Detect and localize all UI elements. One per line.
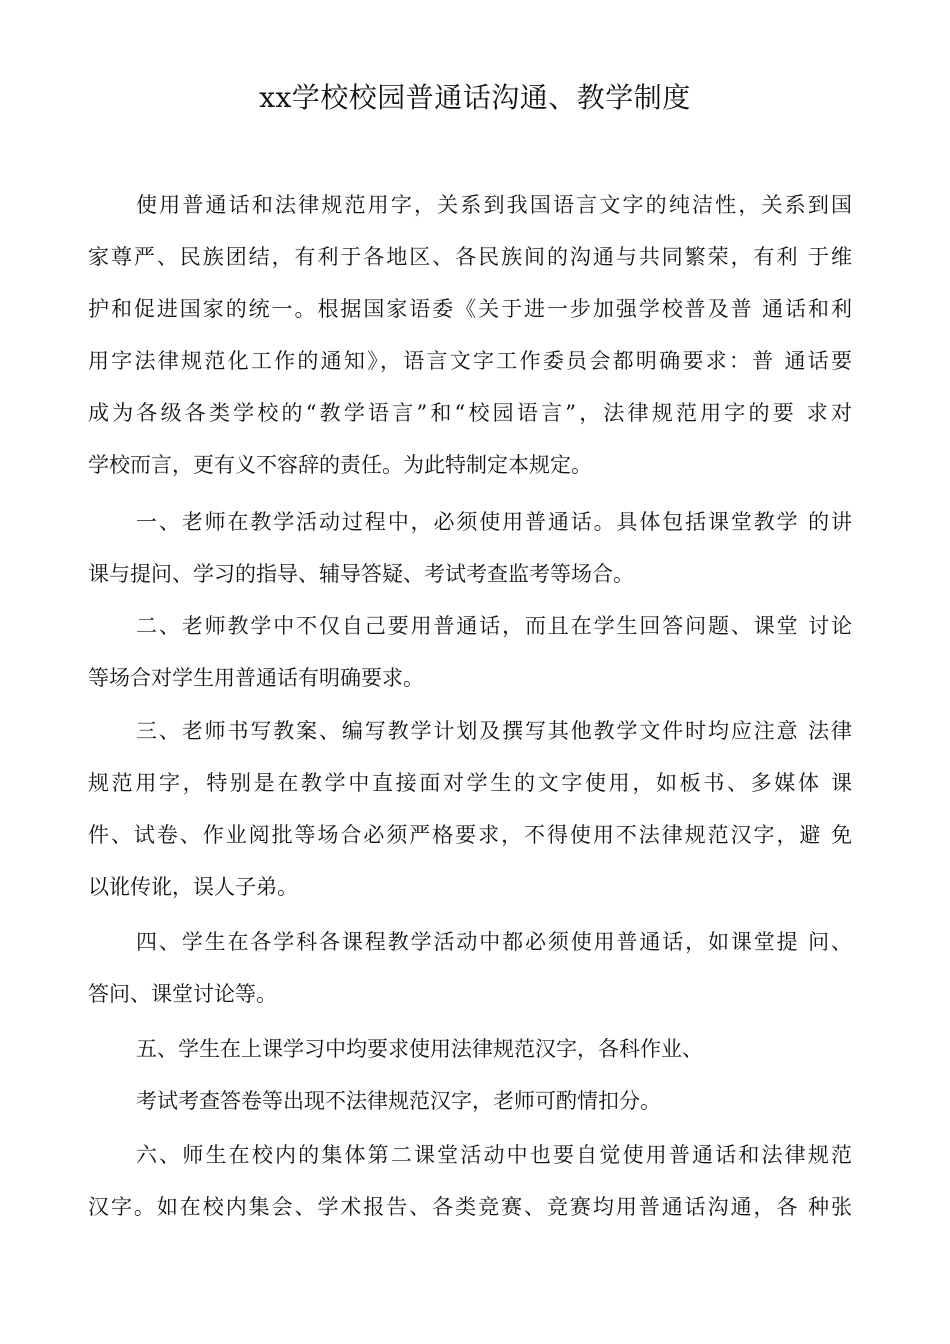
paragraph-line: 等场合对学生用普通话有明确要求。 — [88, 666, 424, 690]
document-title: xx学校校园普通话沟通、教学制度 — [259, 81, 691, 114]
paragraph-line: 学校而言，更有义不容辞的责任。为此特制定本规定。 — [88, 453, 592, 477]
paragraph-line: 以讹传讹，误人子弟。 — [88, 875, 298, 899]
paragraph-line: 六、师生在校内的集体第二课堂活动中也要自觉使用普通话和法律规范 — [136, 1143, 852, 1167]
paragraph-line: 规范用字，特别是在教学中直接面对学生的文字使用，如板书、多媒体 课 — [88, 771, 852, 795]
paragraph-line: 五、学生在上课学习中均要求使用法律规范汉字，各科作业、 — [136, 1037, 703, 1061]
paragraph-line: 考试考查答卷等出现不法律规范汉字，老师可酌情扣分。 — [136, 1089, 661, 1113]
paragraph-line: 用字法律规范化工作的通知》，语言文字工作委员会都明确要求：普 通话要 — [88, 349, 852, 373]
paragraph-line: 件、试卷、作业阅批等场合必须严格要求，不得使用不法律规范汉字，避 免 — [88, 823, 852, 847]
paragraph-line: 三、老师书写教案、编写教学计划及撰写其他教学文件时均应注意 法律 — [136, 719, 852, 743]
paragraph-line: 使用普通话和法律规范用字，关系到我国语言文字的纯洁性，关系到国 — [136, 193, 852, 217]
paragraph-line: 答问、课堂讨论等。 — [88, 982, 277, 1006]
paragraph-line: 二、老师教学中不仅自己要用普通话，而且在学生回答问题、课堂 讨论 — [136, 614, 852, 638]
paragraph-line: 汉字。如在校内集会、学术报告、各类竞赛、竞赛均用普通话沟通，各 种张 — [88, 1195, 852, 1219]
paragraph-line: 护和促进国家的统一。根据国家语委《关于进一步加强学校普及普 通话和利 — [88, 297, 852, 321]
paragraph-line: 成为各级各类学校的“教学语言”和“校园语言”，法律规范用字的要 求对 — [88, 401, 852, 425]
paragraph-line: 家尊严、民族团结，有利于各地区、各民族间的沟通与共同繁荣，有利 于维 — [88, 245, 852, 269]
paragraph-line: 四、学生在各学科各课程教学活动中都必须使用普通话，如课堂提 问、 — [136, 930, 852, 954]
paragraph-line: 一、老师在教学活动过程中，必须使用普通话。具体包括课堂教学 的讲 — [136, 510, 852, 534]
paragraph-line: 课与提问、学习的指导、辅导答疑、考试考查监考等场合。 — [88, 562, 634, 586]
